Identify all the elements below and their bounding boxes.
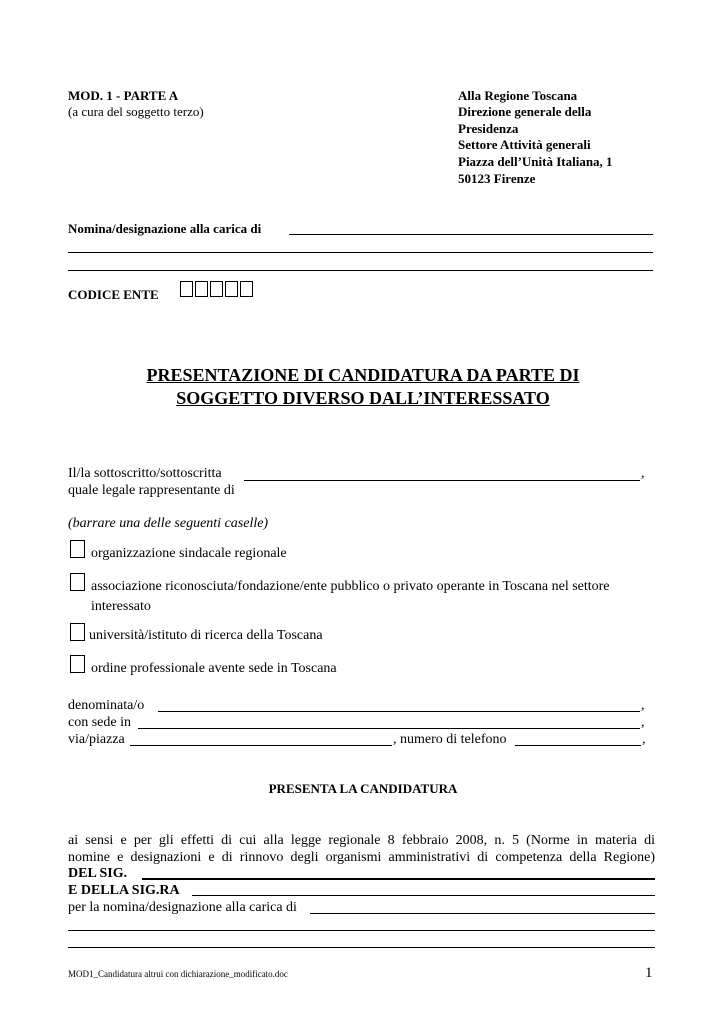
nomina-line-3[interactable]	[68, 270, 653, 271]
codice-ente-box[interactable]	[195, 281, 208, 297]
sottoscritto-line[interactable]	[244, 480, 640, 481]
recipient-line: Presidenza	[458, 121, 519, 136]
option-label: università/istituto di ricerca della Toscana	[89, 628, 323, 643]
recipient-line: Alla Regione Toscana	[458, 88, 578, 103]
denominata-line[interactable]	[158, 711, 640, 712]
document-title-line2: SOGGETTO DIVERSO DALL’INTERESSATO	[176, 388, 550, 408]
della-sigra-label: E DELLA SIG.RA	[68, 883, 180, 898]
page-number: 1	[645, 965, 653, 981]
sede-label: con sede in	[68, 715, 131, 730]
recipient-line: Piazza dell’Unità Italiana, 1	[458, 154, 613, 169]
sede-line[interactable]	[138, 728, 640, 729]
della-sigra-line[interactable]	[192, 895, 655, 896]
option-checkbox[interactable]	[70, 623, 85, 641]
sottoscritto-label: Il/la sottoscritto/sottoscritta	[68, 466, 222, 481]
option-label: organizzazione sindacale regionale	[91, 546, 287, 561]
telefono-label: , numero di telefono	[393, 732, 507, 747]
codice-ente-box[interactable]	[240, 281, 253, 297]
module-code: MOD. 1 - PARTE A	[68, 88, 179, 103]
nomina-line-2[interactable]	[68, 252, 653, 253]
via-line[interactable]	[130, 745, 392, 746]
footer-filename: MOD1_Candidatura altrui con dichiarazione_modificato.doc	[68, 969, 288, 979]
legal-paragraph-line: nomine e designazioni e di rinnovo degli organismi amministrativi di competenza della Regione)	[68, 850, 655, 865]
recipient-line: 50123 Firenze	[458, 171, 536, 186]
telefono-line[interactable]	[515, 745, 641, 746]
sottoscritto-comma: ,	[641, 466, 645, 481]
recipient-line: Direzione generale della	[458, 104, 592, 119]
per-nomina-line-2[interactable]	[68, 930, 655, 931]
legale-label: quale legale rappresentante di	[68, 483, 235, 498]
option-checkbox[interactable]	[70, 655, 85, 673]
field-comma: ,	[641, 698, 645, 713]
module-subtitle: (a cura del soggetto terzo)	[68, 104, 204, 119]
barrare-instruction: (barrare una delle seguenti caselle)	[68, 516, 269, 531]
field-comma: ,	[642, 732, 646, 747]
codice-ente-box[interactable]	[210, 281, 223, 297]
via-label: via/piazza	[68, 732, 125, 747]
codice-ente-box[interactable]	[180, 281, 193, 297]
legal-paragraph-line: ai sensi e per gli effetti di cui alla legge regionale 8 febbraio 2008, n. 5 (Norme in materia di	[68, 833, 655, 848]
codice-ente-boxes[interactable]	[180, 281, 255, 299]
per-nomina-line[interactable]	[310, 913, 655, 914]
del-sig-label: DEL SIG.	[68, 866, 128, 881]
nomina-line[interactable]	[289, 234, 653, 235]
option-checkbox[interactable]	[70, 540, 85, 558]
presenta-heading: PRESENTA LA CANDIDATURA	[268, 781, 458, 796]
option-label: ordine professionale avente sede in Toscana	[91, 661, 337, 676]
del-sig-line[interactable]	[142, 878, 655, 880]
document-title-line1: PRESENTAZIONE DI CANDIDATURA DA PARTE DI	[146, 365, 580, 385]
denominata-label: denominata/o	[68, 698, 145, 713]
option-checkbox[interactable]	[70, 573, 85, 591]
per-nomina-label: per la nomina/designazione alla carica di	[68, 900, 297, 915]
per-nomina-line-3[interactable]	[68, 947, 655, 948]
recipient-line: Settore Attività generali	[458, 137, 591, 152]
field-comma: ,	[641, 715, 645, 730]
option-label-continued: interessato	[91, 599, 151, 614]
codice-ente-box[interactable]	[225, 281, 238, 297]
codice-ente-label: CODICE ENTE	[68, 287, 159, 302]
option-label: associazione riconosciuta/fondazione/ente pubblico o privato operante in Toscana nel settore	[91, 579, 610, 594]
nomina-label: Nomina/designazione alla carica di	[68, 221, 262, 236]
